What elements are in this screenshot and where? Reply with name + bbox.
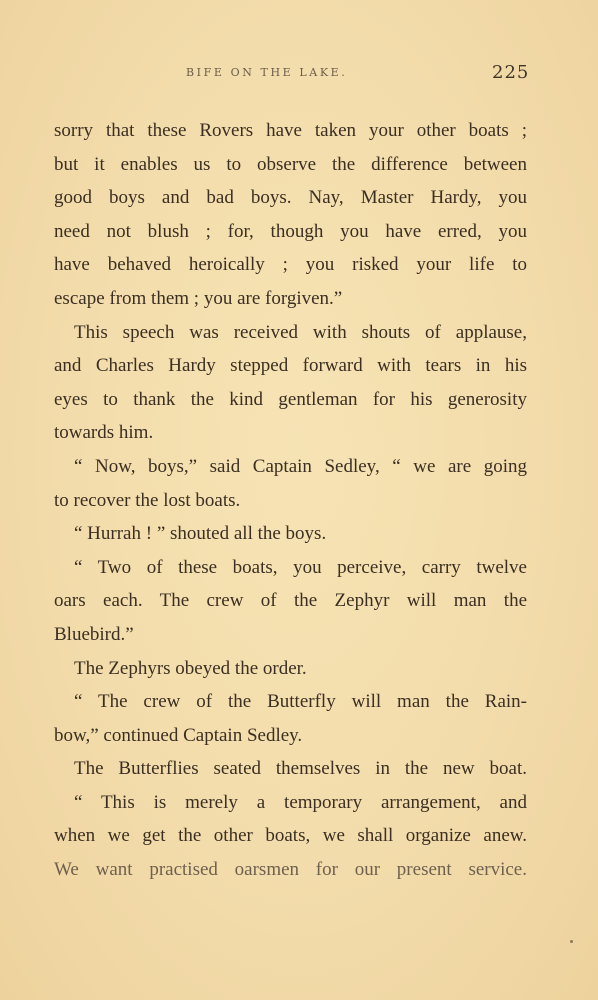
page-number: 225 bbox=[492, 62, 530, 83]
text-line: good boys and bad boys. Nay, Master Hardy, you bbox=[54, 187, 527, 209]
running-title: BIFE ON THE LAKE. bbox=[186, 66, 348, 79]
text-line: “ This is merely a temporary arrangement, and bbox=[74, 791, 527, 813]
text-line: The Zephyrs obeyed the order. bbox=[74, 657, 307, 679]
body-text bbox=[54, 114, 527, 887]
text-line: but it enables us to observe the difference between bbox=[54, 153, 527, 175]
text-line: oars each. The crew of the Zephyr will man the bbox=[54, 590, 527, 612]
text-line: sorry that these Rovers have taken your other boats ; bbox=[54, 120, 527, 141]
text-line: The Butterflies seated themselves in the new boat. bbox=[74, 758, 527, 780]
running-head bbox=[0, 62, 598, 86]
text-line: towards him. bbox=[54, 422, 154, 444]
text-line: bow,” continued Captain Sedley. bbox=[54, 724, 303, 746]
text-line: This speech was received with shouts of applause, bbox=[74, 321, 527, 343]
text-line: “ Hurrah ! ” shouted all the boys. bbox=[74, 523, 327, 545]
text-line: “ Two of these boats, you perceive, carry twelve bbox=[74, 556, 527, 578]
text-line: “ Now, boys,” said Captain Sedley, “ we are going bbox=[74, 455, 527, 477]
text-line: have behaved heroically ; you risked your life to bbox=[54, 254, 527, 276]
text-line: when we get the other boats, we shall organize anew. bbox=[54, 825, 527, 847]
text-line: to recover the lost boats. bbox=[54, 489, 241, 511]
text-line: eyes to thank the kind gentleman for his generosity bbox=[54, 388, 527, 410]
text-line: “ The crew of the Butterfly will man the Rain- bbox=[74, 691, 527, 713]
text-line: We want practised oarsmen for our present service. bbox=[54, 859, 527, 881]
text-line: need not blush ; for, though you have erred, you bbox=[54, 220, 527, 242]
ink-speck bbox=[570, 940, 573, 943]
text-line: escape from them ; you are forgiven.” bbox=[54, 287, 343, 309]
text-line: and Charles Hardy stepped forward with tears in his bbox=[54, 355, 527, 377]
text-line: Bluebird.” bbox=[54, 623, 134, 645]
